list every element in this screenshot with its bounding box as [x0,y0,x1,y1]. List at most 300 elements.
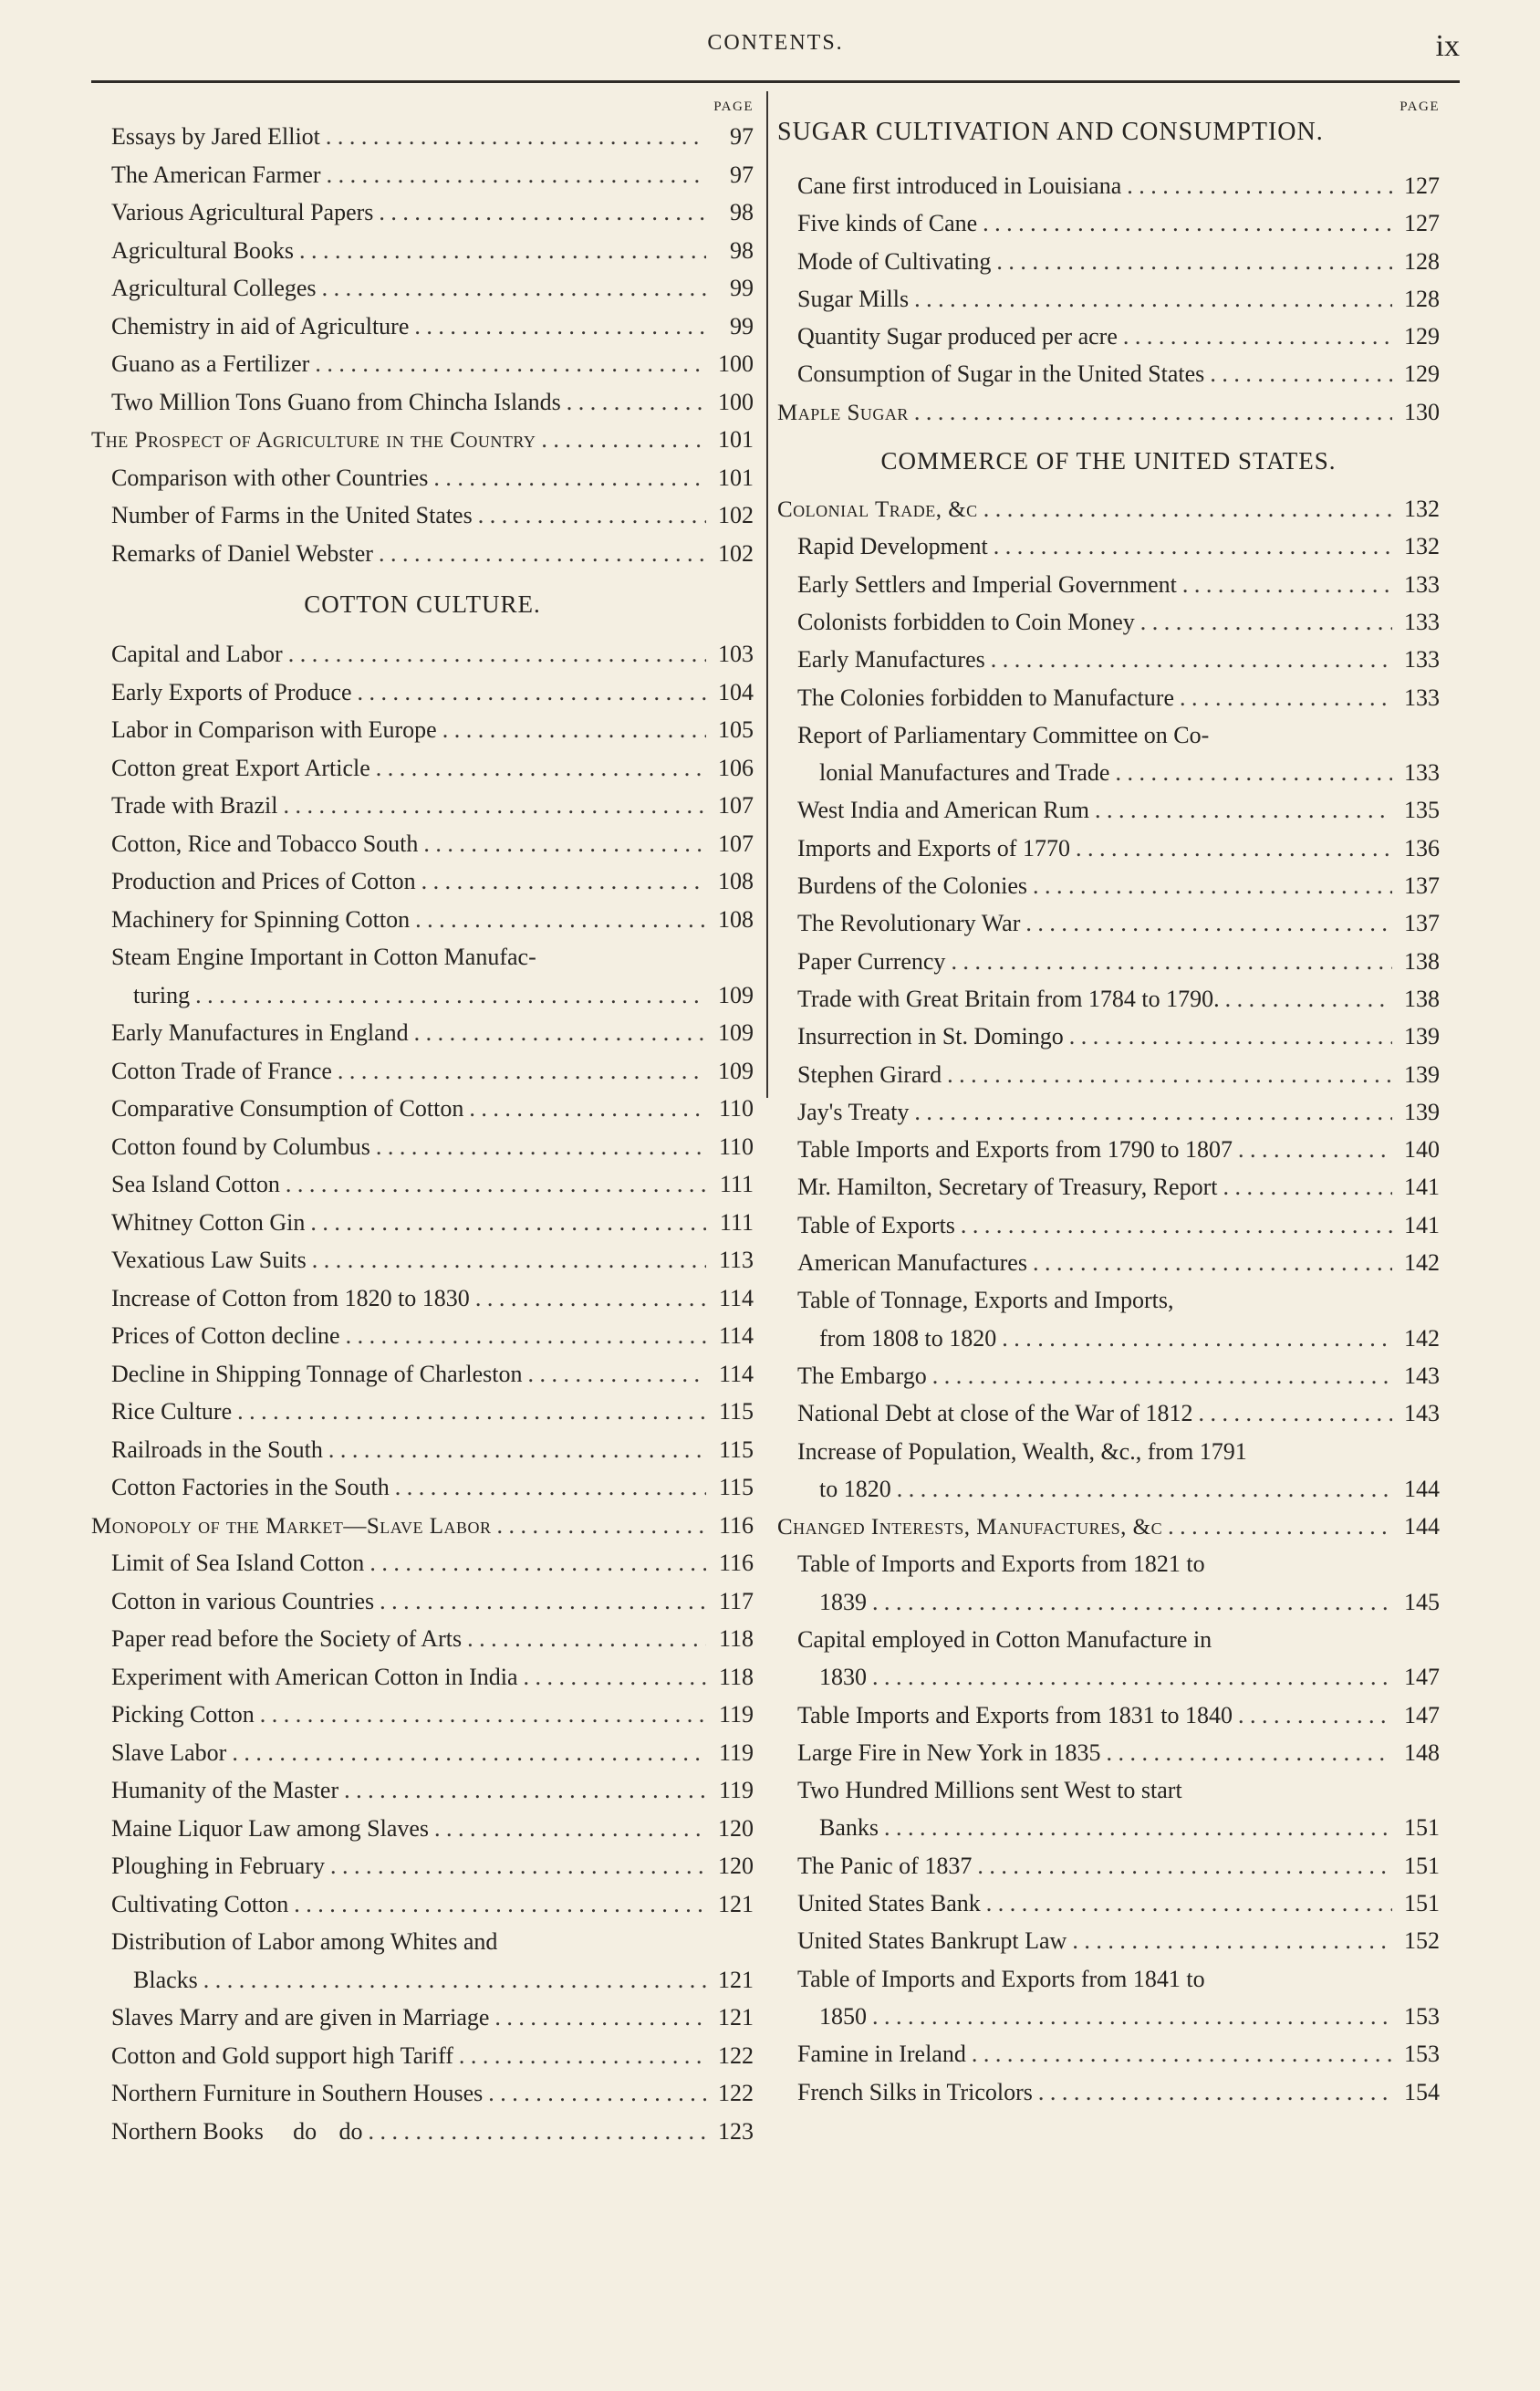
entry-page-number: 142 [1404,1324,1440,1352]
entry-page-number: 139 [1404,1023,1440,1050]
entry-title: to 1820 [819,1475,891,1502]
entry-page-number: 128 [1404,285,1440,312]
dot-leader [1180,679,1392,716]
dot-leader [1095,791,1392,829]
entry-page-number: 110 [718,1133,754,1160]
entry-page-number: 97 [730,123,754,150]
entry-title: Agricultural Colleges [111,275,317,301]
entry-title: Table of Exports [797,1211,955,1238]
entry-title: Sea Island Cotton [111,1171,280,1197]
dot-leader [1076,830,1392,867]
dot-leader [1223,1168,1392,1206]
entry-title: Jay's Treaty [797,1098,910,1125]
entry-page-number: 129 [1404,323,1440,350]
toc-entry [777,1960,1440,1998]
toc-entry [777,943,1440,980]
entry-title: The American Farmer [111,161,321,188]
toc-entry [91,308,754,346]
dot-leader [1123,318,1392,355]
dot-leader [195,976,706,1015]
toc-entry [777,1357,1440,1394]
toc-entry [777,754,1440,791]
entry-title: turing [133,981,191,1008]
entry-title: Insurrection in St. Domingo [797,1023,1064,1050]
toc-entry [777,679,1440,716]
toc-entry [777,243,1440,280]
entry-page-number: 108 [718,905,754,933]
entry-page-number: 138 [1404,947,1440,975]
cotton-entries [91,635,754,2150]
entry-page-number: 109 [718,981,754,1008]
entry-title: Banks [819,1814,879,1842]
entry-title: Colonial Trade, &c [777,497,978,523]
dot-leader [977,1847,1392,1885]
section-heading-cotton-culture: COTTON CULTURE. [304,590,541,618]
dot-leader [327,156,706,194]
toc-entry [777,1508,1440,1545]
entry-title: Early Manufactures [797,646,985,673]
dot-leader [376,1128,706,1166]
dot-leader [996,243,1392,280]
entry-page-number: 114 [718,1284,754,1311]
entry-page-number: 142 [1404,1249,1440,1277]
toc-entry [91,1090,754,1128]
toc-entry [91,232,754,270]
toc-entry [91,193,754,232]
entry-title: Two Hundred Millions sent West to start [797,1777,1182,1804]
entry-title: Large Fire in New York in 1835 [797,1738,1101,1766]
entry-title: Quantity Sugar produced per acre [797,323,1118,350]
dot-leader [897,1470,1392,1508]
toc-entry [777,566,1440,603]
entry-title: Labor in Comparison with Europe [111,716,437,743]
dot-leader [421,862,706,901]
toc-entry [91,1696,754,1734]
entry-page-number: 97 [730,161,754,188]
entry-title: Decline in Shipping Tonnage of Charleston [111,1360,523,1387]
dot-leader [478,496,706,535]
toc-entry [91,1128,754,1166]
entry-page-number: 120 [718,1814,754,1842]
entry-page-number: 127 [1404,172,1440,199]
ditto-mark: do [293,2117,317,2145]
entry-page-number: 135 [1404,797,1440,824]
entry-page-number: 109 [718,1057,754,1084]
entry-title: lonial Manufactures and Trade [819,759,1110,787]
entry-page-number: 137 [1404,872,1440,900]
dot-leader [328,1431,706,1469]
toc-entry [91,901,754,939]
toc-entry [777,1320,1440,1357]
entry-title: Stephen Girard [797,1060,942,1088]
entry-page-number: 147 [1404,1664,1440,1691]
dot-leader [459,2037,706,2075]
entry-page-number: 144 [1404,1475,1440,1502]
dot-leader [283,787,706,825]
entry-title: West India and American Rum [797,797,1089,824]
entry-title: Limit of Sea Island Cotton [111,1550,365,1576]
entry-title: Sugar Mills [797,285,910,312]
toc-entry [91,1507,754,1545]
entry-title: Blacks [133,1966,198,1993]
dot-leader [1127,167,1392,204]
entry-page-number: 141 [1404,1174,1440,1201]
entry-title: French Silks in Tricolors [797,2078,1033,2105]
toc-entry [91,269,754,308]
toc-entry [91,1165,754,1204]
dot-leader [322,269,706,308]
entry-title: Colonists forbidden to Coin Money [797,608,1135,635]
entry-page-number: 111 [719,1208,754,1236]
entry-page-number: 105 [718,716,754,743]
toc-entry [91,1544,754,1582]
toc-entry [777,1922,1440,1959]
entry-page-number: 119 [718,1701,754,1728]
entry-page-number: 154 [1404,2078,1440,2105]
right-column [777,96,1440,2111]
entry-title: Slave Labor [111,1738,227,1766]
entry-page-number: 138 [1404,985,1440,1012]
entry-page-number: 148 [1404,1738,1440,1766]
page-column-label: PAGE [1400,99,1440,114]
toc-entry [777,1621,1440,1658]
dot-leader [423,825,706,863]
toc-entry [91,345,754,383]
toc-entry [91,711,754,749]
entry-title: American Manufactures [797,1249,1027,1277]
dot-leader [286,1165,706,1204]
toc-entry [91,1847,754,1885]
dot-leader [369,1544,706,1582]
entry-title: Humanity of the Master [111,1777,339,1803]
entry-page-number: 100 [718,350,754,377]
entry-page-number: 111 [719,1171,754,1197]
entry-page-number: 147 [1404,1701,1440,1728]
entry-title: Number of Farms in the United States [111,502,473,528]
toc-entry [91,459,754,497]
toc-entry [91,118,754,156]
toc-entry [777,830,1440,867]
dot-leader [524,1658,706,1697]
entry-title: Cotton in various Countries [111,1587,375,1614]
dot-leader [379,193,706,232]
entry-page-number: 113 [718,1247,754,1273]
entry-page-number: 139 [1404,1098,1440,1125]
dot-leader [376,749,706,788]
toc-entry [777,1093,1440,1131]
entry-title: United States Bank [797,1890,981,1917]
entry-page-number: 102 [718,502,754,528]
toc-entry [777,1658,1440,1696]
toc-entry [777,1545,1440,1582]
toc-entry [91,1052,754,1091]
entry-page-number: 99 [730,312,754,339]
dot-leader [872,1658,1392,1696]
entry-title: Early Manufactures in England [111,1019,409,1046]
dot-leader [415,901,706,939]
entry-title: Two Million Tons Guano from Chincha Islands [111,388,561,415]
entry-title: Comparison with other Countries [111,464,429,491]
toc-entry [777,2035,1440,2073]
entry-title: Table Imports and Exports from 1831 to 1840 [797,1701,1233,1728]
entry-page-number: 116 [718,1550,754,1576]
entry-title: Northern Books [111,2117,264,2145]
entry-title: United States Bankrupt Law [797,1927,1067,1955]
toc-entry [91,1468,754,1507]
toc-entry [91,156,754,194]
entry-title: Cotton Trade of France [111,1057,332,1084]
toc-entry [91,535,754,573]
dot-leader [288,635,706,673]
entry-title: Picking Cotton [111,1701,255,1728]
toc-entry [777,1885,1440,1922]
entry-page-number: 115 [718,1436,754,1463]
entry-title: from 1808 to 1820 [819,1324,997,1352]
entry-page-number: 133 [1404,570,1440,598]
dot-leader [1140,603,1392,641]
entry-title: Rapid Development [797,533,988,560]
entry-title: Cane first introduced in Louisiana [797,172,1122,199]
entry-title: Slaves Marry and are given in Marriage [111,2004,490,2031]
entry-title: Paper read before the Society of Arts [111,1625,463,1652]
entry-page-number: 153 [1404,2041,1440,2068]
toc-entry [91,787,754,825]
dot-leader [1072,1922,1392,1959]
dot-leader [991,641,1392,678]
toc-entry [777,1056,1440,1093]
dot-leader [294,1885,706,1924]
entry-page-number: 115 [718,1398,754,1425]
entry-title: Ploughing in February [111,1853,325,1879]
toc-entry [91,1014,754,1052]
entry-title: Experiment with American Cotton in India [111,1663,518,1690]
dot-leader [469,1090,706,1128]
entry-page-number: 143 [1404,1400,1440,1427]
entry-title: The Colonies forbidden to Manufacture [797,684,1174,711]
toc-entry [91,1393,754,1431]
dot-leader [994,527,1392,565]
entry-page-number: 133 [1404,759,1440,787]
entry-title: Railroads in the South [111,1436,323,1463]
dot-leader [1033,867,1392,904]
entry-title: Table Imports and Exports from 1790 to 1807 [797,1136,1233,1164]
toc-entry [777,318,1440,355]
toc-entry [777,1734,1440,1771]
entry-title: Increase of Cotton from 1820 to 1830 [111,1284,470,1311]
entry-page-number: 108 [718,868,754,894]
toc-entry [91,2113,754,2151]
dot-leader [914,1093,1392,1131]
dot-leader [260,1696,706,1734]
toc-entry [777,1433,1440,1470]
dot-leader [1106,1734,1392,1771]
dot-leader [932,1357,1392,1394]
dot-leader [1002,1320,1392,1357]
dot-leader [434,1810,706,1848]
entry-title: Various Agricultural Papers [111,199,374,225]
dot-leader [1038,2073,1392,2111]
entry-page-number: 106 [718,754,754,781]
entry-page-number: 102 [718,539,754,567]
toc-entry [91,749,754,788]
dot-leader [315,345,706,383]
toc-entry [91,673,754,712]
dot-leader [344,1771,706,1810]
entry-title: Vexatious Law Suits [111,1247,307,1273]
toc-entry [777,1394,1440,1432]
dot-leader [914,393,1392,431]
dot-leader [983,490,1392,527]
page-number: ix [1435,29,1460,63]
dot-leader [232,1734,706,1772]
entry-title: Trade with Brazil [111,792,278,819]
running-title: CONTENTS. [707,31,844,55]
entry-title: Consumption of Sugar in the United States [797,360,1205,388]
toc-entry [777,1206,1440,1244]
entry-title: Table of Imports and Exports from 1821 to [797,1550,1205,1578]
dot-leader [330,1847,706,1885]
entry-title: 1839 [819,1588,867,1615]
entry-page-number: 139 [1404,1060,1440,1088]
entry-title: Capital employed in Cotton Manufacture in [797,1625,1212,1653]
toc-entry [91,383,754,422]
dot-leader [541,421,706,459]
dot-leader [884,1809,1392,1846]
entry-page-number: 118 [718,1663,754,1690]
entry-page-number: 107 [718,792,754,819]
toc-entry [777,603,1440,641]
dot-leader [951,943,1392,980]
entry-page-number: 122 [718,2041,754,2069]
dot-leader [1168,1508,1392,1545]
dot-leader [567,383,706,422]
toc-entry [777,980,1440,1018]
dot-leader [338,1052,706,1091]
dot-leader [1033,1244,1392,1281]
entry-title: Trade with Great Britain from 1784 to 1790. [797,985,1220,1012]
entry-page-number: 120 [718,1853,754,1879]
entry-title: Early Exports of Produce [111,678,352,705]
entry-page-number: 130 [1404,398,1440,425]
entry-title: Mode of Cultivating [797,247,992,275]
entry-page-number: 99 [730,275,754,301]
dot-leader [326,118,706,156]
entry-title: Five kinds of Cane [797,210,978,237]
entry-title: Table of Imports and Exports from 1841 to [797,1965,1205,1992]
entry-page-number: 133 [1404,646,1440,673]
toc-entry [777,1168,1440,1206]
entry-title: Agricultural Books [111,236,295,264]
entry-title: 1830 [819,1664,867,1691]
entry-page-number: 133 [1404,684,1440,711]
entry-title: The Revolutionary War [797,910,1021,937]
entry-title: Maple Sugar [777,400,909,425]
toc-entry [91,1961,754,1999]
sugar-entries [777,167,1440,431]
entry-page-number: 121 [718,2004,754,2031]
toc-entry [777,2073,1440,2111]
entry-page-number: 109 [718,1019,754,1046]
page-column-label: PAGE [713,99,754,114]
section-heading-sugar: SUGAR CULTIVATION AND CONSUMPTION. [777,118,1324,146]
toc-entry [777,1583,1440,1621]
toc-entry [91,1923,754,1961]
entry-page-number: 151 [1404,1814,1440,1842]
dot-leader [358,673,706,712]
toc-entry [777,355,1440,392]
entry-page-number: 103 [718,641,754,667]
toc-entry [777,1131,1440,1168]
entry-page-number: 132 [1404,496,1440,523]
toc-entry [91,1431,754,1469]
entry-title: Cotton Factories in the South [111,1474,390,1500]
dot-leader [983,204,1392,242]
toc-entry [91,1317,754,1355]
entry-title: 1850 [819,2002,867,2030]
dot-leader [414,1014,706,1052]
toc-entry [91,421,754,459]
toc-entry [777,393,1440,431]
entry-title: Whitney Cotton Gin [111,1208,306,1236]
toc-entry [91,635,754,673]
dot-leader [961,1206,1392,1244]
dot-leader [299,232,706,270]
toc-entry [91,1885,754,1924]
section-heading-commerce: COMMERCE OF THE UNITED STATES. [880,447,1337,475]
entry-title: Burdens of the Colonies [797,872,1028,900]
entry-page-number: 128 [1404,247,1440,275]
toc-entry [91,496,754,535]
dot-leader [488,2074,706,2113]
entry-page-number: 118 [718,1625,754,1652]
entry-title: Cultivating Cotton [111,1890,289,1917]
entry-page-number: 145 [1404,1588,1440,1615]
entry-title: Cotton, Rice and Tobacco South [111,830,419,857]
entry-title: Rice Culture [111,1398,233,1425]
dot-leader [972,2035,1392,2073]
entry-page-number: 144 [1404,1513,1440,1540]
dot-leader [310,1204,706,1242]
toc-entry [91,862,754,901]
toc-entry [91,1734,754,1772]
toc-entry [777,280,1440,318]
entry-page-number: 151 [1404,1852,1440,1879]
header-rule [91,80,1460,83]
entry-title: Early Settlers and Imperial Government [797,570,1177,598]
entry-title: Prices of Cotton decline [111,1322,340,1349]
entry-page-number: 107 [718,830,754,857]
toc-entry [777,1470,1440,1508]
entry-title: The Prospect of Agriculture in the Country [91,428,536,453]
toc-entry [91,1204,754,1242]
entry-page-number: 141 [1404,1211,1440,1238]
entry-page-number: 121 [718,1966,754,1993]
commerce-entries [777,490,1440,2111]
entry-page-number: 121 [718,1890,754,1917]
entry-title: Comparative Consumption of Cotton [111,1095,464,1122]
entry-title: Northern Furniture in Southern Houses [111,2080,484,2106]
entry-title: Table of Tonnage, Exports and Imports, [797,1287,1174,1314]
dot-leader [346,1317,706,1355]
entry-page-number: 129 [1404,360,1440,388]
dot-leader [1069,1018,1392,1055]
toc-entry [91,1771,754,1810]
dot-leader [368,2113,706,2151]
entry-page-number: 140 [1404,1136,1440,1164]
dot-leader [1025,904,1392,942]
toc-entry [777,1809,1440,1846]
entry-page-number: 104 [718,678,754,705]
